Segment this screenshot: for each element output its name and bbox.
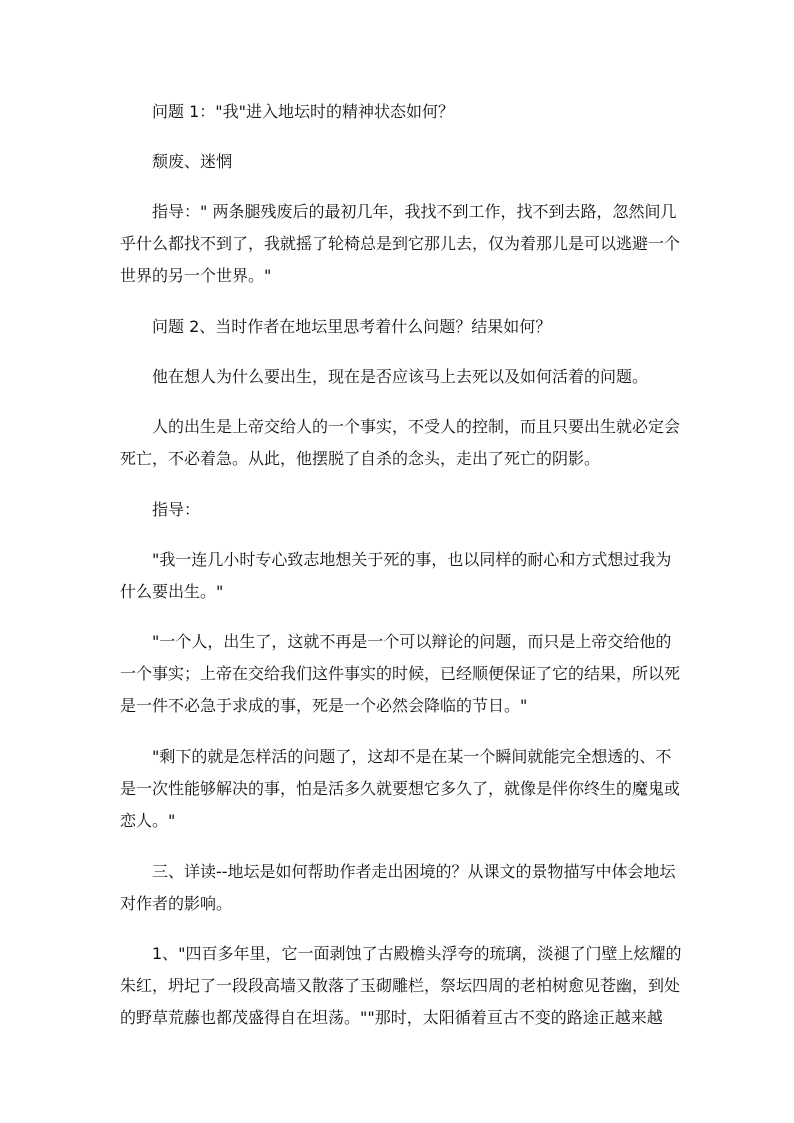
paragraph-answer-1: 颓废、迷惘: [152, 152, 233, 171]
paragraph-quote-3: "剩下的就是怎样活的问题了，这却不是在某一个瞬间就能完全想透的、不是一次性能够解决的事，怕是活多久就要想它多久了，就像是伴你终生的魔鬼或恋人。": [120, 747, 681, 830]
paragraph-question-2: 问题 2、当时作者在地坛里思考着什么问题？结果如何？: [152, 317, 552, 336]
paragraph-guide-label: 指导：: [152, 500, 201, 519]
paragraph-section-3: 三、详读--地坛是如何帮助作者走出困境的？从课文的景物描写中体会地坛对作者的影响。: [120, 862, 676, 913]
paragraph-answer-2b: 人的出生是上帝交给人的一个事实，不受人的控制，而且只要出生就必定会死亡，不必着急。从此，他摆脱了自杀的念头，走出了死亡的阴影。: [120, 417, 681, 468]
paragraph-answer-2a: 他在想人为什么要出生，现在是否应该马上去死以及如何活着的问题。: [152, 367, 649, 386]
paragraph-guide-1: 指导：" 两条腿残废后的最初几年，我找不到工作，找不到去路，忽然间几乎什么都找不到了，我就摇了轮椅总是到它那儿去，仅为着那儿是可以逃避一个世界的另一个世界。": [120, 202, 681, 285]
paragraph-quote-1: "我一连几小时专心致志地想关于死的事，也以同样的耐心和方式想过我为什么要出生。": [120, 550, 672, 601]
paragraph-point-1: 1、"四百多年里，它一面剥蚀了古殿檐头浮夸的琉璃，淡褪了门壁上炫耀的朱红，坍圮了一段段高墙又散落了玉砌雕栏，祭坛四周的老柏树愈见苍幽，到处的野草荒藤也都茂盛得自在坦荡。""那时，太阳循着亘古不变的路途正越来越: [120, 944, 682, 1027]
paragraph-question-1: 问题 1："我"进入地坛时的精神状态如何？: [152, 102, 454, 121]
paragraph-quote-2: "一个人，出生了，这就不再是一个可以辩论的问题，而只是上帝交给他的一个事实；上帝在交给我们这件事实的时候，已经顺便保证了它的结果，所以死是一件不必急于求成的事，死是一个必然会降临的节日。": [120, 632, 681, 715]
